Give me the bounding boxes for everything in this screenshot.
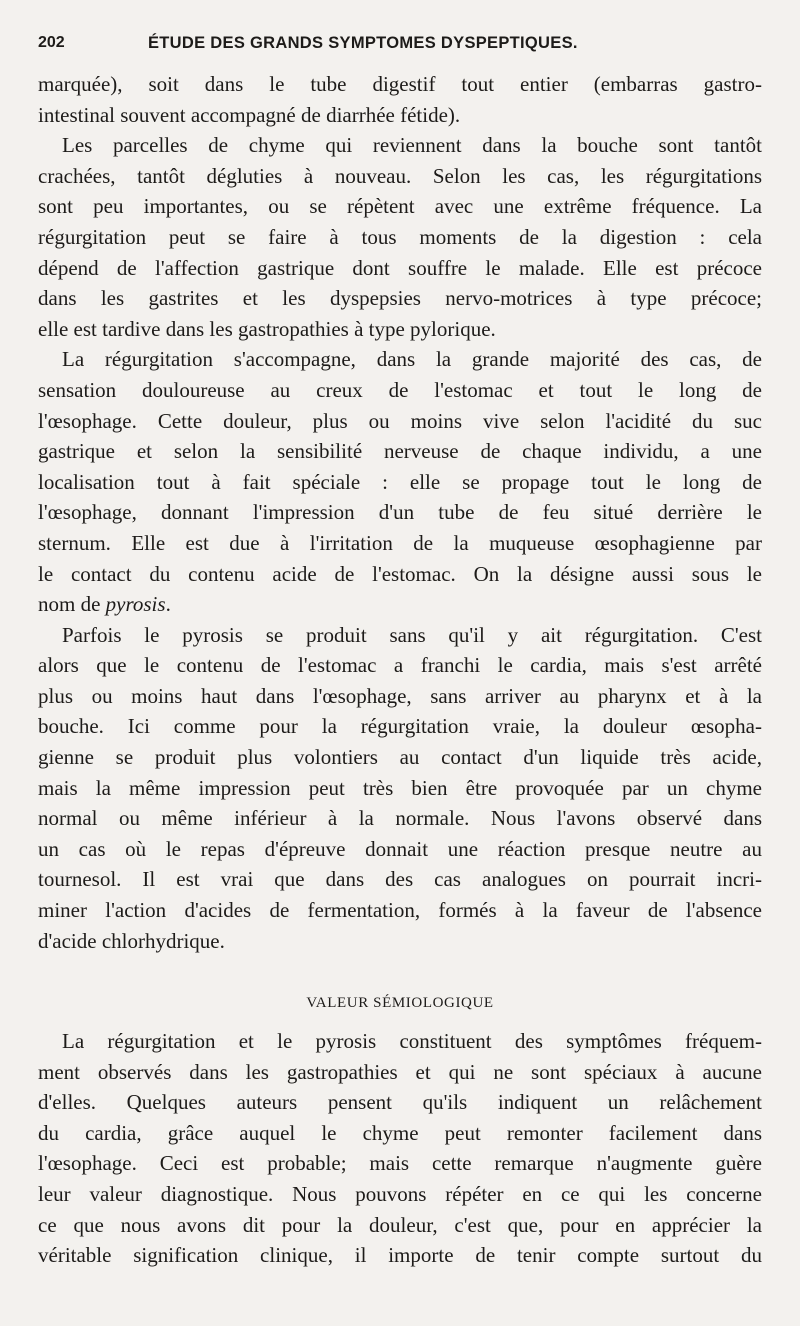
text-line: ment observés dans les gastropathies et qui ne sont spéciaux à aucune: [38, 1059, 762, 1084]
text-line: du cardia, grâce auquel le chyme peut remonter facilement dans: [38, 1120, 762, 1145]
text-line: leur valeur diagnostique. Nous pouvons répéter en ce qui les concerne: [38, 1181, 762, 1206]
text-line: miner l'action d'acides de fermentation, formés à la faveur de l'absence: [38, 898, 762, 923]
pyrosis-term: pyrosis: [105, 592, 166, 617]
text-line: l'œsophage. Cette douleur, plus ou moins vive selon l'acidité du suc: [38, 408, 762, 433]
text-fragment: nom de: [38, 592, 106, 617]
text-line: l'œsophage, donnant l'impression d'un tube de feu situé derrière le: [38, 500, 762, 525]
text-line: ce que nous avons dit pour la douleur, c'est que, pour en apprécier la: [38, 1212, 762, 1237]
text-line: intestinal souvent accompagné de diarrhée fétide).: [38, 102, 461, 127]
text-line: La régurgitation s'accompagne, dans la grande majorité des cas, de: [62, 347, 762, 372]
body-text: [38, 69, 762, 956]
text-line: gastrique et selon la sensibilité nerveuse de chaque individu, a une: [38, 439, 762, 464]
text-line: sternum. Elle est due à l'irritation de la muqueuse œsophagienne par: [38, 530, 762, 555]
text-line: dans les gastrites et les dyspepsies nervo-motrices à type précoce;: [38, 286, 762, 311]
text-line: crachées, tantôt dégluties à nouveau. Selon les cas, les régurgitations: [38, 163, 762, 188]
page-number: 202: [38, 34, 65, 51]
text-line: tournesol. Il est vrai que dans des cas analogues on pourrait incri-: [38, 867, 762, 892]
text-line: d'acide chlorhydrique.: [38, 928, 225, 953]
text-line: localisation tout à fait spéciale : elle se propage tout le long de: [38, 469, 762, 494]
text-line: elle est tardive dans les gastropathies à type pylorique.: [38, 316, 496, 341]
text-line: d'elles. Quelques auteurs pensent qu'ils indiquent un relâchement: [38, 1090, 762, 1115]
running-title: ÉTUDE DES GRANDS SYMPTOMES DYSPEPTIQUES.: [148, 34, 578, 52]
text-line: gienne se produit plus volontiers au contact d'un liquide très acide,: [38, 745, 762, 770]
text-line: plus ou moins haut dans l'œsophage, sans arriver au pharynx et à la: [38, 683, 762, 708]
text-line: un cas où le repas d'épreuve donnait une réaction presque neutre au: [38, 836, 762, 861]
text-line: normal ou même inférieur à la normale. Nous l'avons observé dans: [38, 806, 762, 831]
text-line: bouche. Ici comme pour la régurgitation vraie, la douleur œsopha-: [38, 714, 762, 739]
text-line: sont peu importantes, ou se répètent avec une extrême fréquence. La: [38, 194, 762, 219]
text-line: La régurgitation et le pyrosis constituent des symptômes fréquem-: [62, 1029, 762, 1053]
text-line: Les parcelles de chyme qui reviennent dans la bouche sont tantôt: [62, 133, 762, 158]
text-line: sensation douloureuse au creux de l'estomac et tout le long de: [38, 377, 762, 402]
text-line: régurgitation peut se faire à tous moments de la digestion : cela: [38, 224, 762, 249]
text-line: alors que le contenu de l'estomac a franchi le cardia, mais s'est arrêté: [38, 653, 762, 678]
text-line: mais la même impression peut très bien être provoquée par un chyme: [38, 775, 762, 800]
text-line: l'œsophage. Ceci est probable; mais cette remarque n'augmente guère: [38, 1151, 762, 1176]
section-title: VALEUR SÉMIOLOGIQUE: [306, 995, 494, 1011]
text-line: dépend de l'affection gastrique dont souffre le malade. Elle est précoce: [38, 255, 762, 280]
section-body-text: [38, 1026, 762, 1271]
text-line: le contact du contenu acide de l'estomac. On la désigne aussi sous le: [38, 561, 762, 586]
text-line: véritable signification clinique, il importe de tenir compte surtout du: [38, 1243, 762, 1268]
text-line: Parfois le pyrosis se produit sans qu'il y ait régurgitation. C'est: [62, 622, 762, 647]
text-fragment: .: [165, 592, 171, 617]
text-line: [38, 589, 762, 620]
text-line: marquée), soit dans le tube digestif tout entier (embarras gastro-: [38, 72, 762, 96]
running-head: [38, 34, 762, 58]
